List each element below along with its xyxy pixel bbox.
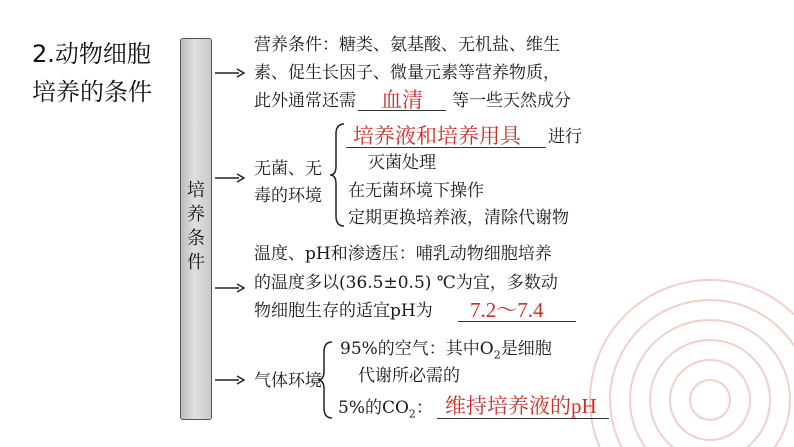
arrow-gas-icon — [215, 375, 245, 385]
gas-item1-line1 — [340, 338, 552, 366]
gas-brace — [318, 340, 334, 420]
section-heading-line2: 培养的条件 — [32, 78, 152, 106]
box-char-1: 培 — [187, 180, 205, 201]
sterile-brace — [330, 122, 346, 228]
sterile-label-line1: 无菌、无 — [254, 159, 322, 179]
sterile-item1-line2: 灭菌处理 — [368, 153, 436, 173]
box-char-2: 养 — [187, 204, 205, 225]
temperature-answer-underline — [458, 321, 576, 322]
gas-answer-underline — [437, 418, 609, 419]
nutrition-answer: 血清 — [381, 88, 423, 112]
gas-item2-before: 5%的CO — [338, 398, 409, 418]
sterile-item1-suffix: 进行 — [548, 127, 582, 147]
nutrition-line2: 素、促生长因子、微量元素等营养物质， — [254, 63, 560, 83]
gas-item1-line2: 代谢所必需的 — [358, 366, 460, 386]
gas-item1-before: 95%的空气：其中O — [340, 339, 494, 359]
gas-answer: 维持培养液的pH — [445, 394, 597, 418]
arrow-temperature-icon — [215, 283, 245, 293]
culture-conditions-box — [180, 38, 212, 420]
nutrition-answer-underline — [358, 110, 446, 111]
section-heading-line1: 2.动物细胞 — [32, 40, 151, 68]
temperature-line1: 温度、pH和渗透压：哺乳动物细胞培养 — [254, 244, 552, 264]
nutrition-line1: 营养条件：糖类、氨基酸、无机盐、维生 — [254, 35, 560, 55]
gas-item1-subscript: 2 — [493, 348, 501, 362]
temperature-line2: 的温度多以(36.5±0.5) ℃为宜，多数动 — [254, 273, 558, 293]
gas-item2-label — [338, 397, 433, 425]
sterile-label-line2: 毒的环境 — [254, 186, 322, 206]
gas-label: 气体环境 — [254, 371, 322, 391]
arrow-sterile-icon — [215, 173, 245, 183]
sterile-item2: 在无菌环境下操作 — [348, 181, 484, 201]
gas-item2-subscript: 2 — [408, 407, 416, 421]
box-char-3: 条 — [187, 228, 205, 249]
temperature-answer: 7.2～7.4 — [470, 298, 544, 322]
sterile-answer-underline — [346, 147, 546, 148]
nutrition-line3-before: 此外通常还需 — [254, 91, 356, 111]
nutrition-line3-after: 等一些天然成分 — [452, 91, 571, 111]
gas-item2-after: ： — [415, 398, 433, 418]
sterile-item3: 定期更换培养液，清除代谢物 — [348, 208, 569, 228]
sterile-answer: 培养液和培养用具 — [353, 124, 521, 148]
arrow-nutrition-icon — [215, 68, 245, 78]
temperature-line3-before: 物细胞生存的适宜pH为 — [254, 301, 433, 321]
gas-item1-after: 是细胞 — [500, 339, 552, 359]
box-char-4: 件 — [187, 252, 205, 273]
